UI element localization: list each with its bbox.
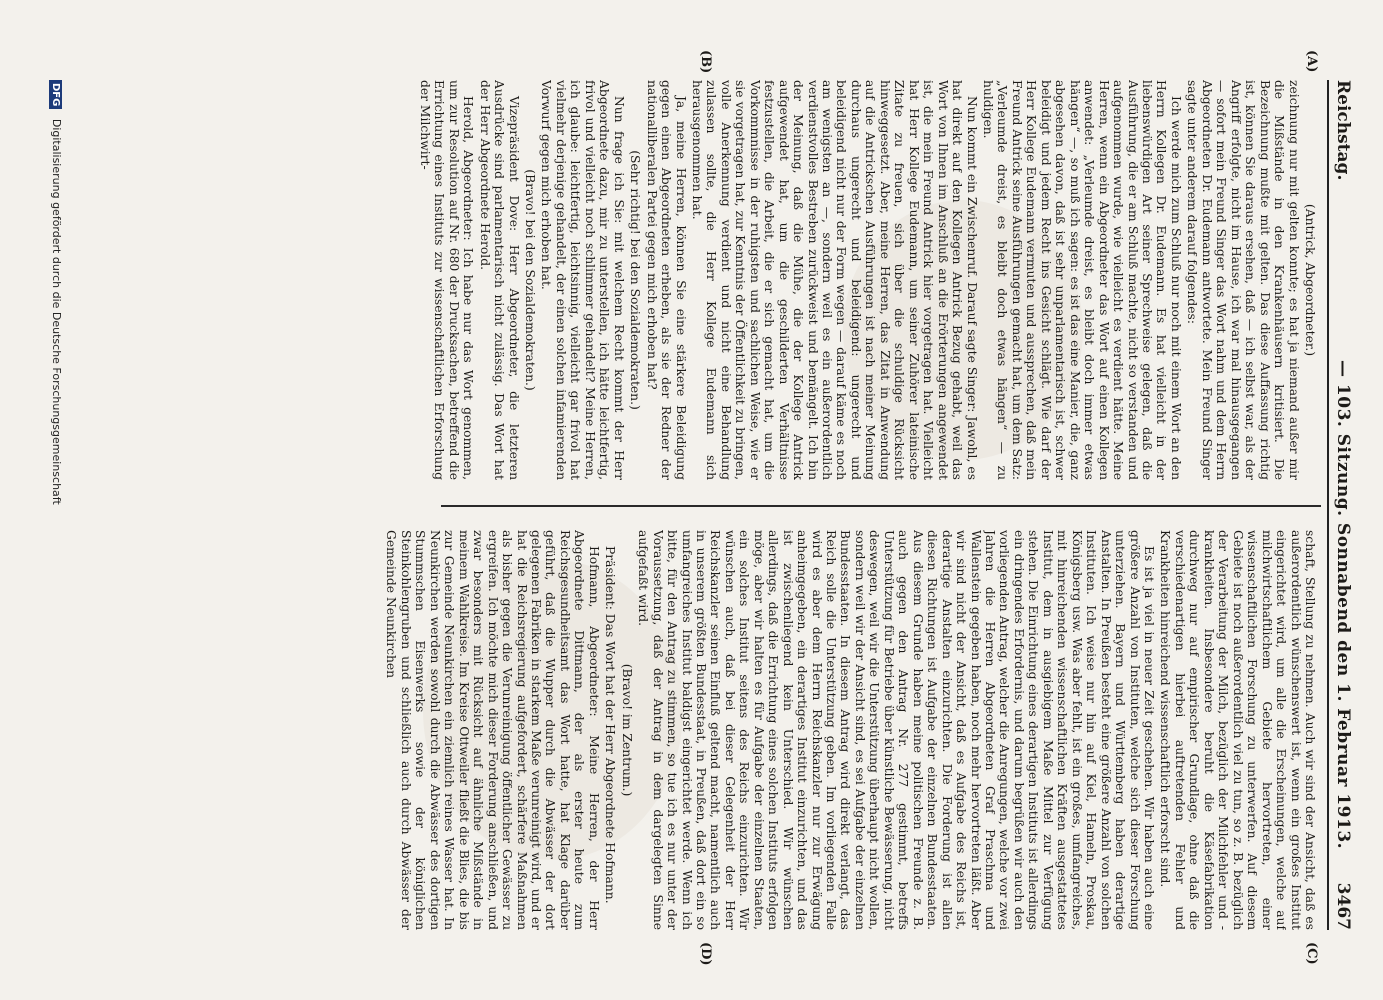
left-column — [307, 80, 1317, 480]
margin-marker-d: (D) — [698, 942, 713, 966]
paragraph: zeichnung nur mit gelten konnte; es hat ja niemand außer mir die Mißstände in den Krankenhäusern kritisiert. Die Bezeichnung mußte mit gelten. Das diese Auffassung richtig ist, können Sie daraus ersehen, daß — ich selbst war, als der Angriff erfolgte, nicht im Hause, ich war mal hinausgegangen — sofort mein Freund Singer das Wort nahm und dem Herrn Abgeordneten Dr. Eudemann antwortete. Mein Freund Singer sagte unter anderem darauf folgendes: — [1185, 80, 1301, 480]
paragraph: Ich werde mich zum Schluß nur noch mit einem Wort an den Herrn Kollegen Dr. Eudemann. Es hat vielleicht in der liebenswürdigen Art seiner Sprechweise gelegen, daß die Ausführung, die er am Schluß machte, nicht so verstanden und aufgenommen wurde, wie vielleicht es verdient hätte. Meine Herren, wenn ein Abgeordneter das Wort auf einen Kollegen anwendet: „Verleumde dreist, es bleibt doch immer etwas hängen“ —, so muß ich sagen: es ist das eine Manier, die, ganz abgesehen davon, daß ist sehr unparlamentarisch ist, schwer beleidigt und jedem Recht ins Gesicht schlägt. Wie darf der Herr Kollege Eudemann vermuten und aussprechen, daß mein Freund Antrick seine Ausführungen gemacht hat, um dem Satz: „Verleumde dreist, es bleibt doch etwas hängen“ — zu huldigen. — [981, 80, 1183, 480]
page-header — [1327, 80, 1355, 930]
interjection: (Bravo! bei den Sozialdemokraten.) — [522, 169, 537, 391]
paragraph: Es ist ja viel in neuer Zeit geschehen. Wir haben auch eine größere Anzahl von Instituten, welche sich dieser Forschung unterziehen. Bayern und Württemberg haben derartige Anstalten. In Preußen besteht eine größere Anzahl von solchen Instituten. Ich weise nur hin auf Kiel, Hameln, Proskau, Königsberg usw. Was aber fehlt, ist ein großes, umfangreiches, mit hinreichenden wissenschaftlichen Kräften ausgestattetes Institut, dem in ausgiebigem Maße Mittel zur Verfügung stehen. Die Einrichtung eines derartigen Instituts ist allerdings ein dringendes Erfordernis, und darum begrüßen wir auch den vorliegenden Antrag, welcher die Anregungen, welche vor zwei Jahren die Herren Abgeordneten Graf Praschma und Wallenstein gegeben haben, noch mehr hervortreten läßt. Aber wir sind nicht der Ansicht, daß es Aufgabe des Reichs ist, derartige Anstalten einzurichten. Die Forderung ist allen diesen Richtungen ist Aufgabe der einzelnen Bundesstaaten. Aus diesem Grunde haben meine politischen Freunde z. B. auch gegen den Antrag Nr. 277 gestimmt, betreffs Unterstützung für Betriebe über künstliche Bewässerung, nicht deswegen, weil wir die Unterstützung überhaupt nicht wollen, sondern weil wir der Ansicht sind, es sei Aufgabe der einzelnen Bundesstaaten. In diesem Antrag wird direkt verlangt, das Reich solle die Unterstützung geben. Im vorliegenden Falle wird es aber dem Herrn Reichskanzler nur zur Erwägung anheimgegeben, ein derartiges Institut einzurichten, und das ist zwischenliegend kein Unterschied. Wir wünschen allerdings, daß die Errichtung eines solchen Instituts erfolgen möge, aber wir halten es für Aufgabe der einzelnen Staaten, ein solches Institut seitens des Reichs einzurichten. Wir wünschen auch, daß bei dieser Gelegenheit der Herr Reichskanzler seinen Einfluß geltend macht, namentlich auch in unserem größten Bundesstaat, in Preußen, daß dort ein so umfangreiches Institut baldigst eingerichtet werde. Wenn ich bitte, für den Antrag zu stimmen, so tue ich es nur unter der Voraussetzung, daß der Antrag in dem dargelegten Sinne aufgefaßt wird. — [636, 530, 1157, 930]
margin-marker-b: (B) — [698, 50, 713, 74]
paragraph: Präsident: Das Wort hat der Herr Abgeordnete Hofmann. — [603, 546, 618, 904]
paragraph: (Antrick, Abgeordneter.) — [1303, 203, 1317, 357]
page-number: 3467 — [1333, 882, 1353, 930]
credit-text: Digitalisierung gefördert durch die Deutsche Forschungsgemeinschaft — [50, 118, 63, 505]
paragraph: Vizepräsident Dove: Herr Abgeordneter, die letzteren Ausdrücke sind parlamentarisch nicht zulässig. Das Wort hat der Herr Abgeordnete Herold. — [477, 80, 521, 480]
dfg-logo: DFG — [49, 80, 62, 109]
header-left: Reichstag. — [1333, 80, 1353, 181]
paragraph: Nun frage ich Sie: mit welchem Recht kommt der Herr Abgeordnete dazu, mir zu unterstellen, ich hätte leichtfertig, frivol und vielleicht noch schlimmer gehandelt? Meine Herren, ich glaube: leichtfertig, leichtsinnig, vielleicht gar frivol hat vielmehr derjenige gehandelt, der einen solchen infamierenden Vorwurf gegen mich erhoben hat. — [539, 80, 626, 480]
right-column — [307, 530, 1317, 930]
paragraph: Ja, meine Herren, können Sie eine stärkere Beleidigung gegen einen Abgeordneten erheben, als sie der Redner der nationalliberalen Partei gegen mich erhoben hat? — [644, 80, 688, 480]
margin-marker-c: (C) — [1304, 942, 1319, 965]
interjection: (Sehr richtig! bei den Sozialdemokraten.) — [628, 150, 643, 410]
paragraph: schaft, Stellung zu nehmen. Auch wir sind der Ansicht, daß es außerordentlich wünschenswert ist, wenn ein großes Institut eingerichtet wird, um alle die Erscheinungen, welche auf milchwirtschaftlichem Gebiete hervortreten, einer wissenschaftlichen Forschung zu unterwerfen. Auf diesem Gebiete ist noch außerordentlich viel zu tun, so z. B. bezüglich der Verarbeitung der Milch, bezüglich der Milchfehler und -krankheiten. Insbesondere beruht die Käsefabrikation durchweg nur auf empirischer Grundlage, ohne daß die verschiedenartigen hierbei auftretenden Fehler und Krankheiten hinreichend wissenschaftlich erforscht sind. — [1158, 530, 1317, 930]
digitization-credit — [49, 80, 63, 930]
header-center: — 103. Sitzung. Sonnabend den 1. Februar 1913. — [1333, 360, 1353, 850]
margin-marker-a: (A) — [1304, 50, 1319, 73]
column-divider — [441, 505, 1321, 507]
paragraph: Nun kommt ein Zwischenruf. Darauf sagte Singer: Jawohl, es hat direkt auf den Kollegen Antrick Bezug gehabt, weil das Wort von Ihnen im Anschluß an die Erörterungen angewendet ist, die mein Freund Antrick hier vorgetragen hat. Vielleicht hat Herr Kollege Eudemann, um seiner Zuhörer lateinische Zitate zu freuen, sich über die schuldige Rücksicht hinweggesetzt. Aber, meine Herren, das Zitat in Anwendung auf die Antrickschen Ausführungen ist nach meiner Meinung durchaus ungerecht und beleidigend: ungerecht und beleidigend nicht nur der Form wegen — darauf käme es noch am wenigsten an —, sondern weil es ein außerordentlich verdienstvolles Bestreben zurückweist und bemängelt. Ich bin der Meinung, daß die Mühe, die der Kollege Antrick aufgewendet hat, um die geschilderten Verhältnisse festzustellen, die Arbeit, die er sich gemacht hat, um die Vorkommnisse in der ruhigsten und sachlichen Weise, wie er sie vorgetragen hat, zur Kenntnis der Öffentlichkeit zu bringen, volle Anerkennung verdient und nicht eine Behandlung zulassen sollte, die Herr Kollege Eudemann sich herausgenommen hat. — [689, 80, 979, 480]
interjection: (Bravo! im Zentrum.) — [619, 663, 634, 797]
paragraph: Herold, Abgeordneter: Ich habe nur das Wort genommen, um zur Resolution auf Nr. 680 der Drucksachen, betreffend die Errichtung eines Instituts zur wissenschaftlichen Erforschung der Milchwirt- — [417, 80, 476, 480]
paragraph: Hofmann, Abgeordneter: Meine Herren, der Herr Abgeordnete Dittmann, der als erster heute zum Reichsgesundheitsamt das Wort hatte, hat Klage darüber geführt, daß die Wupper durch die Abwässer der dort gelegenen Fabriken in starkem Maße verunreinigt wird, und er hat die Reichsregierung aufgefordert, schärfere Maßnahmen als bisher gegen die Verunreinigung öffentlicher Gewässer zu ergreifen. Ich möchte mich dieser Forderung anschließen, und zwar besonders mit Rücksicht auf ähnliche Mißstände in meinem Wahlkreise. Im Kreise Ottweiler fließt die Blies, die bis zur Gemeinde Neunkirchen ein ziemlich reines Wasser hat. In Neunkirchen werden sowohl durch die Abwässer des dortigen Stummschen Eisenwerks sowie der königlichen Steinkohlengruben und schließlich auch durch Abwässer der Gemeinde Neunkirchen — [384, 530, 601, 930]
